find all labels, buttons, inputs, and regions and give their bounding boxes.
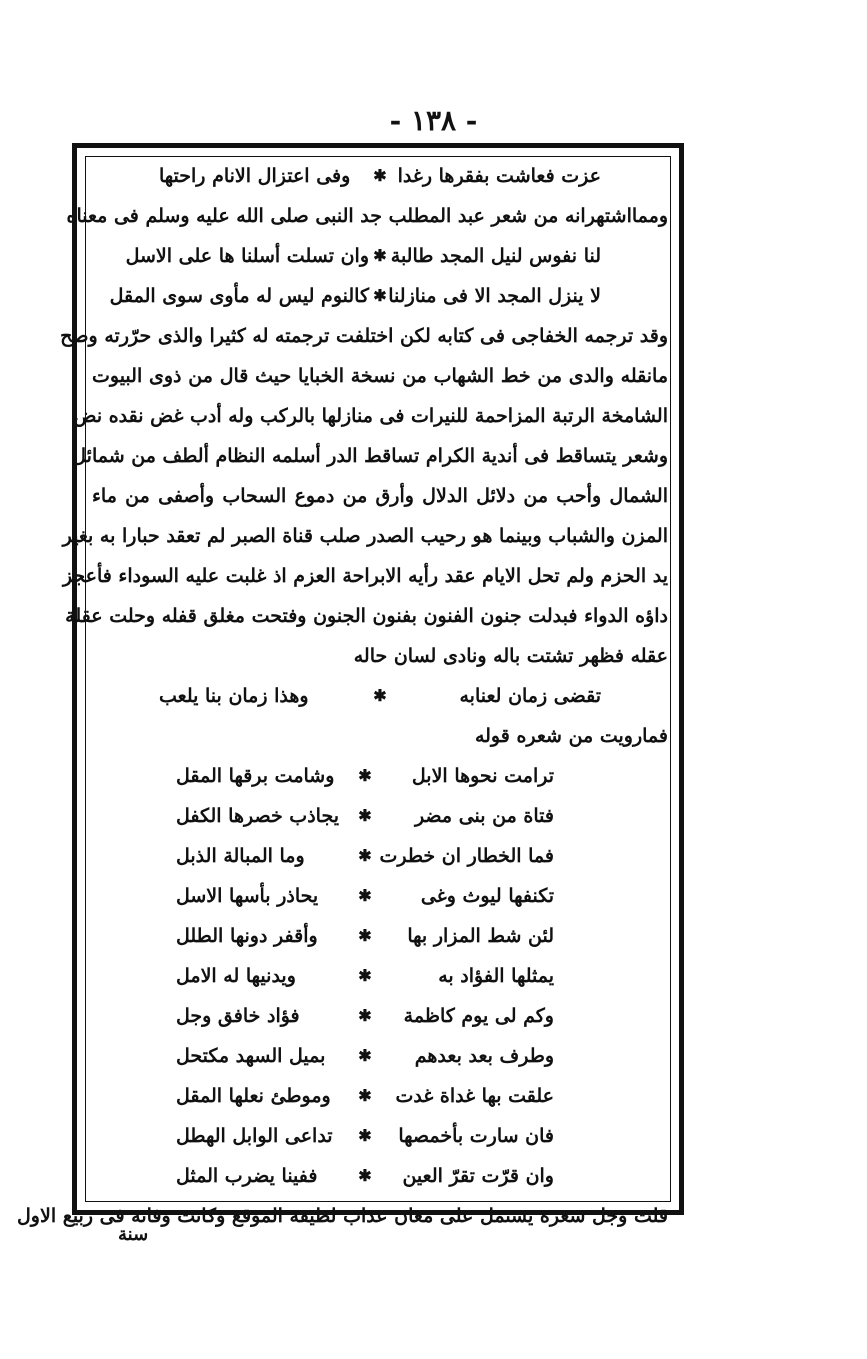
prose-line: داؤه الدواء فبدلت جنون الفنون بفنون الجنون وفتحت مغلق قفله وحلت عقلة [65,605,668,627]
verse-line [86,236,674,276]
prose-line: فمارويت من شعره قوله [474,725,668,747]
verse-hemistich-first: وكم لى يوم كاظمة [403,1005,554,1027]
poem-verse [86,836,644,876]
page-body [17,156,674,1236]
star-separator-icon: ✱ [358,1086,372,1105]
verse-hemistich-first: لنا نفوس لنيل المجد طالبة [390,245,601,267]
poem-verse [86,1036,644,1076]
verse-hemistich-second: بميل السهد مكتحل [176,1045,326,1067]
star-separator-icon: ✱ [358,806,372,825]
catchword: سنة [118,1224,149,1245]
verse-hemistich-first: لا ينزل المجد الا فى منازلنا [388,285,601,307]
verse-hemistich-second: تداعى الوابل الهطل [176,1125,333,1147]
verse-hemistich-second: وأقفر دونها الطلل [176,925,318,947]
verse-hemistich-first: فما الخطار ان خطرت [379,845,554,867]
star-separator-icon: ✱ [358,966,372,985]
verse-hemistich-first: تقضى زمان لعنابه [459,685,601,707]
page-number: - ١٣٨ - [389,104,478,137]
verse-hemistich-first: يمثلها الفؤاد به [438,965,554,987]
star-separator-icon: ✱ [373,166,387,185]
star-separator-icon: ✱ [373,286,387,305]
poem-verse [86,1116,644,1156]
prose-line: المزن والشباب وبينما هو رحيب الصدر صلب قناة الصبر لم تعقد حبارا به بغير [62,525,668,547]
poem-verse [86,996,644,1036]
star-separator-icon: ✱ [358,1006,372,1025]
prose-line: عقله فظهر تشتت باله ونادى لسان حاله [353,645,668,667]
verse-hemistich-first: وان قرّت تقرّ العين [402,1165,554,1187]
poem-verse [86,1076,644,1116]
prose-line: مانقله والدى من خط الشهاب من نسخة الخبايا حيث قال من ذوى البيوت [92,365,668,387]
prose-line: الشامخة الرتبة المزاحمة للنيرات فى منازلها بالركب وله أدب غض نقده نض [73,405,668,427]
prose-line: الشمال وأحب من دلائل الدلال وأرق من دموع السحاب وأصفى من ماء [92,485,668,507]
verse-hemistich-second: ويدنيها له الامل [176,965,296,987]
verse-hemistich-second: وشامت برقها المقل [176,765,335,787]
prose-line: وقد ترجمه الخفاجى فى كتابه لكن اختلفت ترجمته له كثيرا والذى حرّرته وصح [60,325,668,347]
verse-line [86,156,674,196]
verse-hemistich-second: وان تسلت أسلنا ها على الاسل [125,245,369,267]
poem-verse [86,756,644,796]
prose-line: يد الحزم ولم تحل الايام عقد رأيه الابراحة العزم اذ غلبت عليه السوداء فأعجز [62,565,668,587]
poem-verse [86,956,644,996]
closing-line: قلت وجل شعره يشتمل على معان عذاب لطيفة الموقع وكانت وفاته فى ربيع الاول [17,1205,668,1227]
prose-line: وشعر يتساقط فى أندية الكرام تساقط الدر أسلمه النظام ألطف من شمائل [72,445,668,467]
verse-hemistich-first: وطرف بعد بعدهم [414,1045,554,1067]
verse-hemistich-first: تكنفها ليوث وغى [420,885,554,907]
verse-line [86,276,674,316]
star-separator-icon: ✱ [358,766,372,785]
poem-verse [86,796,644,836]
star-separator-icon: ✱ [358,886,372,905]
verse-hemistich-second: ففينا يضرب المثل [176,1165,318,1187]
verse-hemistich-first: علقت بها غداة غدت [395,1085,554,1107]
verse-hemistich-second: كالنوم ليس له مأوى سوى المقل [109,285,369,307]
poem-verse [86,876,644,916]
verse-line [86,676,674,716]
verse-hemistich-second: يجاذب خصرها الكفل [176,805,339,827]
verse-hemistich-second: وما المبالة الذبل [176,845,305,867]
star-separator-icon: ✱ [358,1126,372,1145]
poem-verse [86,916,644,956]
verse-hemistich-second: يحاذر بأسها الاسل [176,885,319,907]
verse-hemistich-first: ترامت نحوها الابل [411,765,554,787]
verse-hemistich-second: وموطئ نعلها المقل [176,1085,331,1107]
verse-hemistich-second: وفى اعتزال الانام راحتها [159,165,351,187]
star-separator-icon: ✱ [358,1166,372,1185]
star-separator-icon: ✱ [373,686,387,705]
poem-verse [86,1156,644,1196]
star-separator-icon: ✱ [373,246,387,265]
star-separator-icon: ✱ [358,846,372,865]
star-separator-icon: ✱ [358,1046,372,1065]
verse-hemistich-first: لئن شط المزار بها [407,925,554,947]
star-separator-icon: ✱ [358,926,372,945]
prose-line: وممااشتهرانه من شعر عبد المطلب جد النبى صلى الله عليه وسلم فى معناه [66,205,668,227]
verse-hemistich-first: فان سارت بأخمصها [398,1125,554,1147]
poem [86,756,644,1196]
verse-hemistich-first: فتاة من بنى مضر [414,805,554,827]
verse-hemistich-second: وهذا زمان بنا يلعب [159,685,309,707]
verse-hemistich-second: فؤاد خافق وجل [176,1005,300,1027]
verse-hemistich-first: عزت فعاشت بفقرها رغدا [397,165,601,187]
